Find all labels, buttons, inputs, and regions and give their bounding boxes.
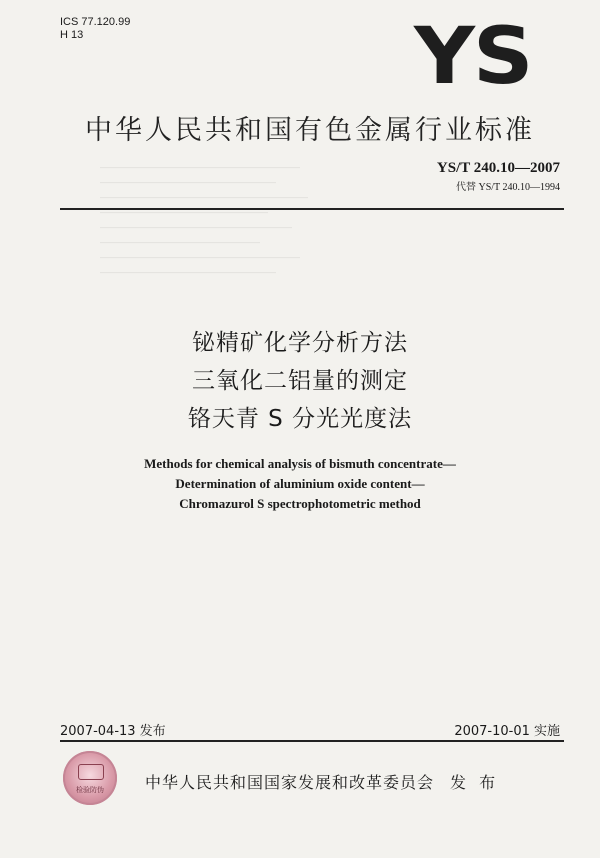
seal-label: 检验防伪 — [76, 786, 104, 794]
english-title — [0, 454, 600, 514]
english-title-line-1: Methods for chemical analysis of bismuth concentrate— — [144, 456, 456, 471]
anti-counterfeit-seal — [63, 751, 117, 805]
bottom-divider — [60, 740, 564, 742]
ics-code: ICS 77.120.99 — [60, 16, 131, 28]
ys-logo: YS — [414, 12, 532, 102]
standard-type-title: 中华人民共和国有色金属行业标准 — [85, 115, 535, 146]
publish-date: 2007-04-13 发布 — [60, 724, 166, 739]
show-through-background: ――――――――――――――――――――――――― ―――――――――――――――――――――― ―――――――――――――――――――――――――― ――――――――――――――――――――― ―――――――――――――――――――――――― ―――――――――――――――――――― ――――――――――――――――――――――――― ―――――――――――――――――――――― — [100, 163, 308, 277]
english-title-line-2: Determination of aluminium oxide content— — [175, 476, 425, 491]
issuing-authority: 中华人民共和国国家发展和改革委员会 — [145, 773, 435, 792]
english-title-line-3: Chromazurol S spectrophotometric method — [179, 496, 421, 511]
standard-number: YS/T 240.10—2007 — [436, 160, 560, 176]
replaces-standard: 代替 YS/T 240.10—1994 — [456, 182, 560, 193]
effective-date: 2007-10-01 实施 — [454, 724, 560, 739]
issue-label: 发 布 — [450, 773, 500, 792]
chinese-title-line-3: 铬天青 S 分光光度法 — [187, 406, 413, 432]
classification-codes — [60, 16, 130, 42]
chinese-title — [0, 324, 600, 438]
chinese-title-line-2: 三氧化二铝量的测定 — [192, 368, 408, 394]
ccs-code: H 13 — [60, 29, 84, 41]
chinese-title-line-1: 铋精矿化学分析方法 — [192, 330, 408, 356]
seal-emblem — [78, 764, 104, 780]
